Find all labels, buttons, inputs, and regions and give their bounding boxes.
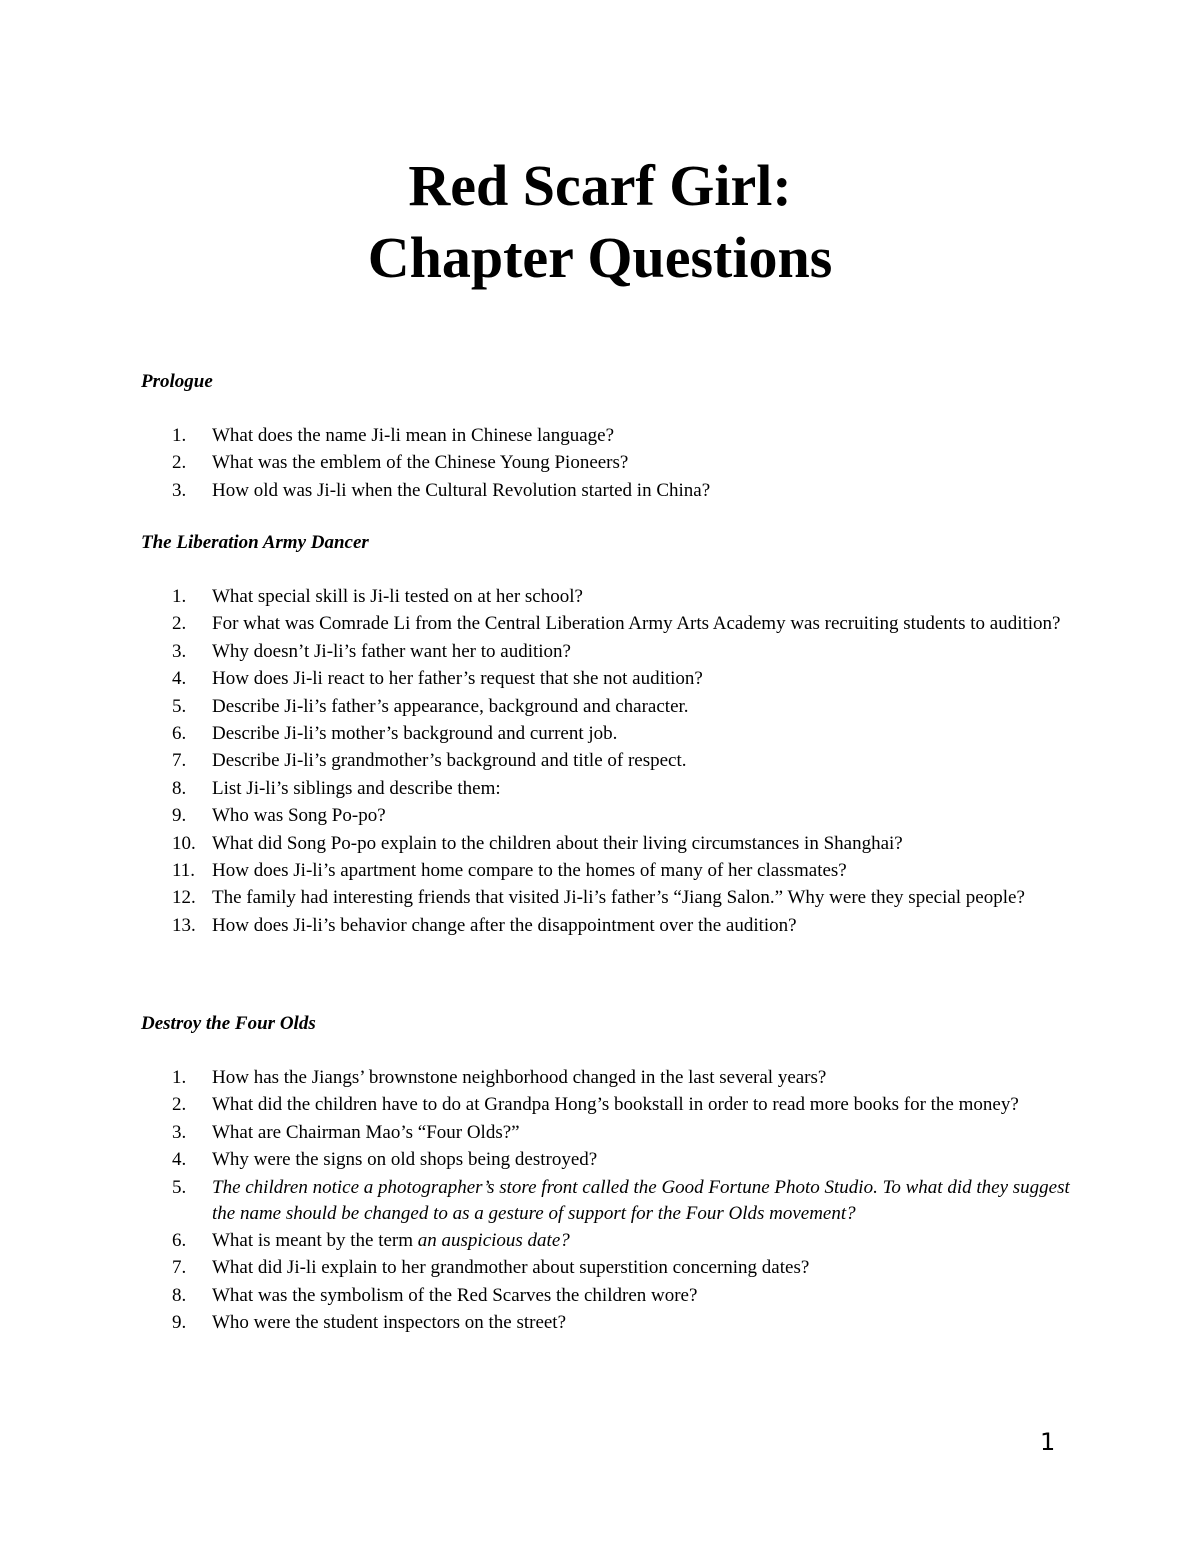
question-text: What special skill is Ji-li tested on at her school? [212, 586, 583, 607]
question-item [172, 694, 1072, 720]
question-item [172, 1175, 1072, 1227]
question-item [172, 803, 1072, 829]
question-item [172, 721, 1072, 747]
question-text: Describe Ji-li’s mother’s background and current job. [212, 722, 618, 744]
question-item [172, 478, 1072, 504]
question-text: Who was Song Po-po? [212, 805, 386, 827]
question-number: 5. [172, 1176, 187, 1198]
question-item [172, 611, 1072, 637]
question-number: 1. [172, 425, 187, 446]
section-heading-liberation-army-dancer: The Liberation Army Dancer [141, 532, 369, 553]
question-text: What did Ji-li explain to her grandmother about superstition concerning dates? [212, 1257, 810, 1279]
question-number: 12. [172, 887, 196, 909]
question-item [172, 1283, 1072, 1309]
question-item [172, 1310, 1072, 1336]
question-list-liberation-army-dancer [172, 584, 1072, 940]
question-number: 9. [172, 1312, 187, 1334]
question-number: 7. [172, 1257, 187, 1279]
question-item [172, 831, 1072, 857]
question-item [172, 450, 1072, 476]
question-number: 3. [172, 640, 187, 662]
question-item [172, 776, 1072, 802]
question-number: 4. [172, 1149, 187, 1171]
question-item [172, 584, 1072, 610]
question-text: How has the Jiangs’ brownstone neighborhood changed in the last several years? [212, 1067, 827, 1088]
section-heading-destroy-four-olds: Destroy the Four Olds [141, 1013, 316, 1034]
question-number: 2. [172, 452, 187, 474]
question-text: What did the children have to do at Grandpa Hong’s bookstall in order to read more books for the money? [212, 1094, 1019, 1116]
question-item [172, 885, 1072, 911]
question-text: The family had interesting friends that visited Ji-li’s father’s “Jiang Salon.” Why were they special people? [212, 887, 1025, 909]
question-item [172, 913, 1072, 939]
question-text: Describe Ji-li’s grandmother’s background and title of respect. [212, 750, 687, 772]
question-number: 11. [172, 859, 196, 881]
question-number: 2. [172, 1094, 187, 1116]
question-item [172, 666, 1072, 692]
question-number: 10. [172, 832, 196, 854]
question-text: What does the name Ji-li mean in Chinese language? [212, 425, 615, 446]
section-heading-prologue: Prologue [141, 371, 213, 392]
question-text-prefix: What is meant by the term [212, 1229, 418, 1251]
question-number: 6. [172, 1229, 187, 1251]
question-item [172, 748, 1072, 774]
question-text: The children notice a photographer’s store front called the Good Fortune Photo Studio. To what did they suggest the name should be changed to as a gesture of support for the Four Olds movement? [212, 1176, 1070, 1224]
question-item [172, 1092, 1072, 1118]
question-text: How old was Ji-li when the Cultural Revolution started in China? [212, 479, 711, 501]
question-item [172, 1255, 1072, 1281]
question-number: 8. [172, 1284, 187, 1306]
question-item [172, 639, 1072, 665]
question-number: 4. [172, 668, 187, 690]
question-text: Why were the signs on old shops being destroyed? [212, 1149, 598, 1171]
question-number: 2. [172, 613, 187, 635]
title-line-2: Chapter Questions [367, 225, 833, 290]
question-text: Describe Ji-li’s father’s appearance, background and character. [212, 695, 689, 717]
question-number: 6. [172, 722, 187, 744]
question-text: What was the symbolism of the Red Scarves the children wore? [212, 1284, 698, 1306]
question-item [172, 1120, 1072, 1146]
question-text: Who were the student inspectors on the street? [212, 1312, 567, 1334]
question-item [172, 1147, 1072, 1173]
question-text: For what was Comrade Li from the Central Liberation Army Arts Academy was recruiting students to audition? [212, 613, 1061, 635]
question-number: 5. [172, 695, 187, 717]
question-item [172, 1228, 1072, 1254]
question-list-prologue [172, 423, 1072, 505]
question-number: 8. [172, 777, 187, 799]
question-text: What was the emblem of the Chinese Young Pioneers? [212, 452, 629, 474]
question-item [172, 423, 1072, 449]
question-number: 7. [172, 750, 187, 772]
page-number: 1 [1040, 1428, 1056, 1456]
question-item [172, 858, 1072, 884]
question-text: How does Ji-li’s behavior change after the disappointment over the audition? [212, 914, 797, 936]
question-text: How does Ji-li’s apartment home compare to the homes of many of her classmates? [212, 859, 847, 881]
question-number: 3. [172, 1121, 187, 1143]
question-number: 13. [172, 914, 196, 936]
question-text-italic-term: an auspicious date? [417, 1229, 570, 1251]
question-number: 1. [172, 586, 187, 607]
question-text: How does Ji-li react to her father’s request that she not audition? [212, 668, 703, 690]
question-text [212, 1230, 570, 1251]
title-line-1: Red Scarf Girl: [408, 153, 792, 218]
question-item [172, 1065, 1072, 1091]
question-text: List Ji-li’s siblings and describe them: [212, 777, 501, 799]
document-title [0, 150, 1200, 294]
question-text: What are Chairman Mao’s “Four Olds?” [212, 1121, 520, 1143]
question-text: What did Song Po-po explain to the children about their living circumstances in Shanghai? [212, 832, 903, 854]
question-number: 1. [172, 1067, 187, 1088]
question-number: 9. [172, 805, 187, 827]
question-list-destroy-four-olds [172, 1065, 1072, 1338]
question-number: 3. [172, 479, 187, 501]
question-text: Why doesn’t Ji-li’s father want her to audition? [212, 640, 571, 662]
